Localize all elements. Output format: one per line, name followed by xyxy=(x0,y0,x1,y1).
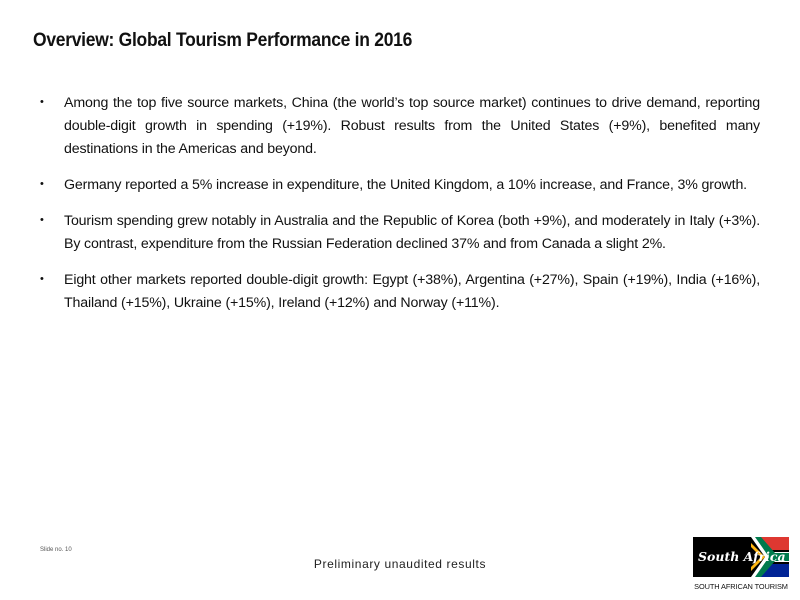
bullet-item xyxy=(40,92,760,161)
bullet-item xyxy=(40,269,760,315)
footer-note: Preliminary unaudited results xyxy=(313,557,487,571)
bullet-text: Tourism spending grew notably in Australia and the Republic of Korea (both +9%), and moderately in Italy (+3%). By contrast, expenditure from the Russian Federation declined 37% and from Canada a slight 2%. xyxy=(64,213,760,252)
bullet-text: Germany reported a 5% increase in expenditure, the United Kingdom, a 10% increase, and France, 3% growth. xyxy=(64,177,747,193)
bullet-item xyxy=(40,174,760,197)
bullet-item xyxy=(40,210,760,256)
bullet-text: Eight other markets reported double-digit growth: Egypt (+38%), Argentina (+27%), Spain (+19%), India (+16%), Thailand (+15%), Ukraine (+15%), Ireland (+12%) and Norway (+11%). xyxy=(64,272,760,311)
bullet-list xyxy=(40,92,760,328)
bullet-text: Among the top five source markets, China (the world’s top source market) continues to drive demand, reporting double-digit growth in spending (+19%). Robust results from the United States (+9%), benefited many destinations in the Americas and beyond. xyxy=(64,95,760,157)
logo-wordmark: South Africa xyxy=(698,549,786,564)
south-africa-flag-icon xyxy=(693,537,789,577)
south-african-tourism-logo xyxy=(693,537,789,593)
slide-number: Slide no. 10 xyxy=(40,547,72,553)
logo-caption: SOUTH AFRICAN TOURISM xyxy=(694,582,788,591)
slide-title: Overview: Global Tourism Performance in 2016 xyxy=(33,30,413,51)
bullet-marker: • xyxy=(40,214,44,226)
bullet-marker: • xyxy=(40,178,44,190)
bullet-marker: • xyxy=(40,96,44,108)
bullet-marker: • xyxy=(40,273,44,285)
